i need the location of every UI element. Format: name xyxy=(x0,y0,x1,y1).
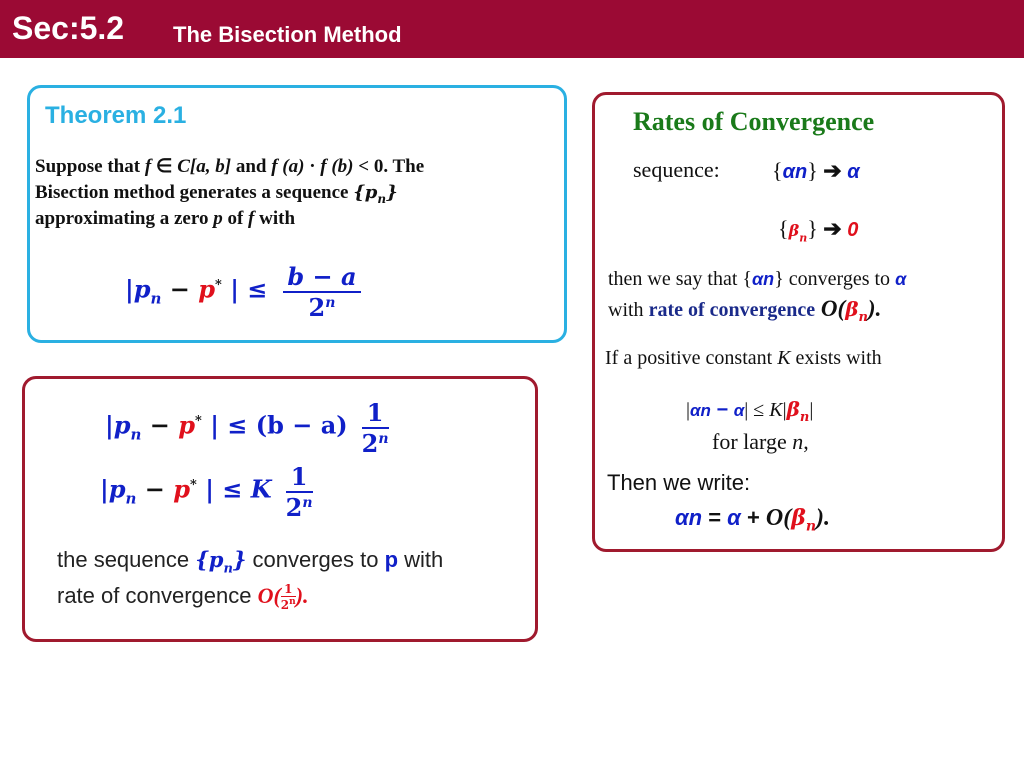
theorem-bound-formula xyxy=(125,262,361,322)
ineq-open: | xyxy=(686,399,691,421)
eq2-lhs: |p xyxy=(100,474,126,504)
rates-with-line xyxy=(608,296,881,325)
bound-lhs: |p xyxy=(125,274,151,304)
arrow-icon: ➔ xyxy=(817,158,848,183)
bound-den-exp: n xyxy=(325,295,336,311)
sequence-text-2 xyxy=(57,582,309,612)
seq-rate-fraction xyxy=(281,582,296,612)
rates-alpha-seq xyxy=(772,158,860,184)
beta-limit-zero: 0 xyxy=(847,219,859,241)
header-bar xyxy=(0,0,1024,58)
final-close: ). xyxy=(816,505,831,531)
theorem-var-p: p xyxy=(213,208,223,229)
ineq-beta-sub: n xyxy=(799,410,810,425)
rates-for-large xyxy=(712,429,809,455)
bound-fraction xyxy=(283,262,360,322)
theorem-seq: {p xyxy=(353,182,378,203)
for-n: n xyxy=(792,429,804,454)
theorem-seq-sub: n xyxy=(377,191,387,206)
theorem-text: approximating a zero xyxy=(35,208,214,229)
eq1-sub: n xyxy=(130,425,142,444)
beta-seq-open: { xyxy=(778,216,789,241)
theorem-in-symbol: ∈ xyxy=(151,156,178,177)
theorem-interval: [a, b] xyxy=(189,156,232,177)
seq-rate-den-exp: n xyxy=(289,597,296,607)
alpha-n: αn xyxy=(782,161,808,183)
theorem-var-c: C xyxy=(177,156,190,177)
theorem-line-3 xyxy=(35,208,295,230)
rates-then-write: Then we write: xyxy=(607,470,751,495)
alpha-seq-open: { xyxy=(772,158,783,183)
ineq-close: | xyxy=(809,399,814,421)
seq-rate-close: ). xyxy=(295,582,309,608)
final-O: O( xyxy=(765,505,792,531)
seq-text-b: converges to xyxy=(246,547,385,572)
section-title: The Bisection Method xyxy=(173,22,402,47)
eq2-denominator: 2 xyxy=(285,493,303,522)
rates-title: Rates of Convergence xyxy=(633,107,875,136)
rates-beta-seq xyxy=(778,216,858,244)
bound-pstar: p xyxy=(198,274,216,304)
sequence-equation-2 xyxy=(100,462,313,522)
then-alpha: α xyxy=(895,269,907,289)
if-text-a: If a positive constant xyxy=(605,347,778,369)
seq-text-sub: n xyxy=(223,561,233,577)
theorem-title: Theorem 2.1 xyxy=(45,102,187,129)
then-text-b: } converges to xyxy=(774,268,896,290)
eq1-pstar: p xyxy=(178,410,196,440)
ineq-bar: | xyxy=(782,399,787,421)
theorem-line-1 xyxy=(35,155,424,178)
final-plus: + xyxy=(740,505,766,530)
theorem-dot: · xyxy=(304,156,321,177)
final-beta-sub: n xyxy=(805,518,817,535)
with-O: O( xyxy=(815,296,846,321)
eq2-star: * xyxy=(190,477,197,493)
eq2-minus: − xyxy=(136,474,174,504)
eq2-den-exp: n xyxy=(302,495,313,511)
ineq-minus: − xyxy=(710,399,734,421)
eq2-pstar: p xyxy=(173,474,191,504)
theorem-fa: f (a) xyxy=(271,156,305,177)
theorem-text: Suppose that xyxy=(35,156,145,177)
eq1-denominator: 2 xyxy=(361,429,379,458)
eq1-star: * xyxy=(195,413,202,429)
bound-denominator: 2 xyxy=(308,293,326,322)
rates-inequality xyxy=(686,397,813,425)
then-alpha-n: αn xyxy=(752,269,775,289)
rates-seq-label: sequence: xyxy=(633,157,720,182)
arrow-icon: ➔ xyxy=(817,216,848,241)
bound-sub: n xyxy=(150,289,162,308)
eq2-rel: | ≤ K xyxy=(196,474,272,504)
with-beta: β xyxy=(845,297,859,321)
seq-rate-den: 2 xyxy=(280,598,290,612)
theorem-text-end: < 0. The xyxy=(353,156,425,177)
ineq-mid: | ≤ xyxy=(744,399,770,421)
theorem-text-and: and xyxy=(231,156,272,177)
eq2-sub: n xyxy=(125,489,137,508)
ineq-beta: β xyxy=(786,397,800,421)
seq-rate-O: O( xyxy=(257,582,281,608)
theorem-seq-close: } xyxy=(386,182,398,203)
bound-minus: − xyxy=(161,274,199,304)
eq2-numerator: 1 xyxy=(286,462,313,493)
final-alpha-n: αn xyxy=(675,505,703,530)
for-comma: , xyxy=(803,429,809,454)
rates-if-line xyxy=(605,347,882,370)
seq-text-p: p xyxy=(384,547,399,572)
if-text-b: exists with xyxy=(790,347,882,369)
section-number: Sec:5.2 xyxy=(12,10,125,46)
ineq-alpha: α xyxy=(733,401,745,420)
sequence-text-1 xyxy=(57,547,443,576)
theorem-text-of: of xyxy=(222,208,249,229)
theorem-var-f2: f xyxy=(248,208,255,229)
ineq-K: K xyxy=(769,399,783,421)
beta: β xyxy=(788,221,800,240)
eq1-fraction xyxy=(362,398,389,458)
eq1-numerator: 1 xyxy=(362,398,389,429)
seq-text-close: } xyxy=(232,547,247,572)
with-beta-sub: n xyxy=(858,310,868,325)
seq-rate-text: rate of convergence xyxy=(57,582,258,608)
eq1-den-exp: n xyxy=(378,431,389,447)
seq-text-a: the sequence xyxy=(57,547,196,572)
rate-of-convergence-text: rate of convergence xyxy=(648,299,816,321)
rates-then-line xyxy=(608,268,906,291)
alpha-seq-close: } xyxy=(807,158,818,183)
theorem-line-2 xyxy=(35,182,398,206)
theorem-fb: f (b) xyxy=(320,156,354,177)
final-equals: = xyxy=(702,505,728,530)
for-large-text: for large xyxy=(712,429,793,454)
bound-rel: | ≤ xyxy=(221,274,268,304)
sequence-equation-1 xyxy=(105,398,389,458)
ineq-alpha-n: αn xyxy=(690,401,711,420)
theorem-text-with: with xyxy=(254,208,296,229)
theorem-text: Bisection method generates a sequence xyxy=(35,182,354,203)
eq1-rel: | ≤ (b − a) xyxy=(201,410,348,440)
seq-text-c: with xyxy=(398,547,444,572)
seq-text-seq: {p xyxy=(195,547,224,572)
theorem-var-f: f xyxy=(144,156,152,177)
beta-seq-close: } xyxy=(807,216,818,241)
seq-rate-num: 1 xyxy=(281,582,296,597)
then-text-a: then we say that { xyxy=(608,268,753,290)
rates-final-equation xyxy=(675,505,830,534)
eq2-fraction xyxy=(286,462,313,522)
final-beta: β xyxy=(791,505,806,531)
beta-sub: n xyxy=(799,231,808,245)
alpha-limit: α xyxy=(847,161,860,183)
with-close: ). xyxy=(867,296,882,321)
eq1-lhs: |p xyxy=(105,410,131,440)
with-text: with xyxy=(608,299,649,321)
bound-numerator: b − a xyxy=(283,262,360,293)
if-K: K xyxy=(777,347,791,369)
final-alpha: α xyxy=(727,505,741,530)
eq1-minus: − xyxy=(141,410,179,440)
bound-star: * xyxy=(215,277,222,293)
